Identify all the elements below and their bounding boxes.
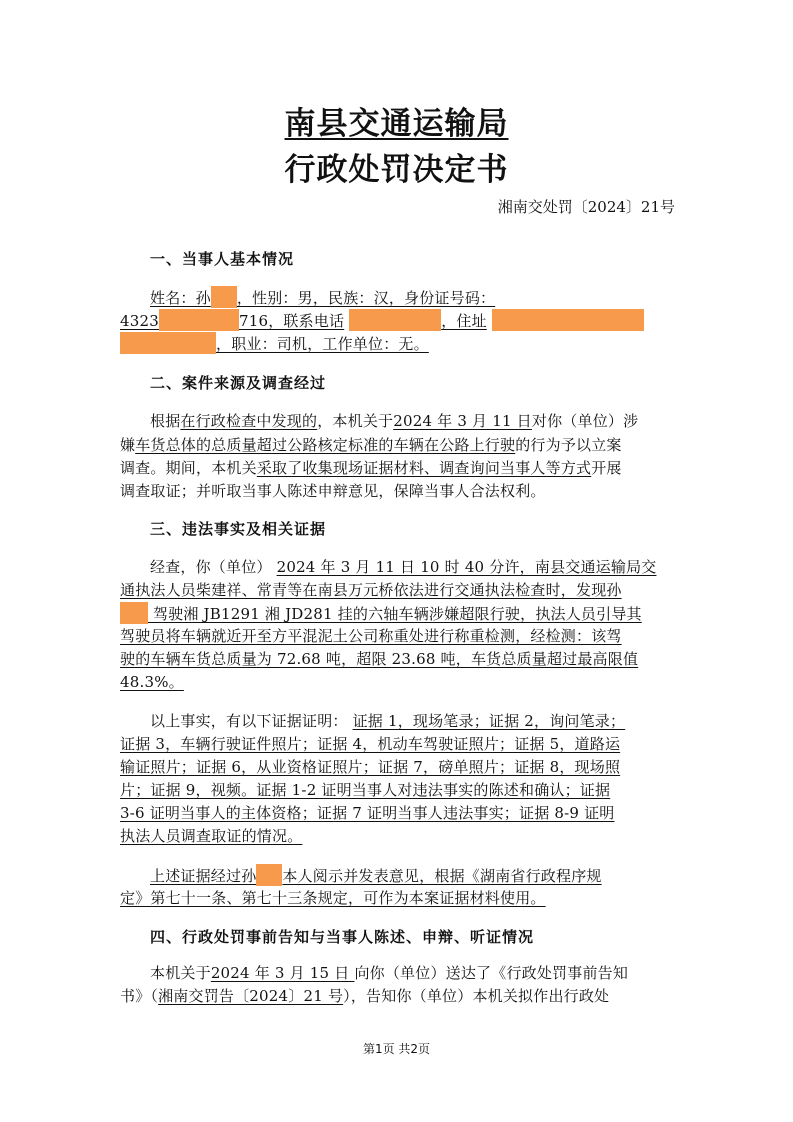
section-2-heading: 二、案件来源及调查经过 — [150, 374, 327, 392]
source-line-3: 调查。期间，本机关采取了收集现场证据材料、调查询问当事人等方式开展 — [120, 459, 622, 477]
agency-title: 南县交通运输局 — [284, 106, 509, 142]
party-line-3: ，职业：司机，工作单位：无。 — [120, 332, 676, 354]
evidence-line-3: 输证照片；证据 6，从业资格证照片；证据 7，磅单照片；证据 8，现场照 — [120, 758, 621, 776]
facts-line-3: 驾驶湘 JB1291 湘 JD281 挂的六轴车辆涉嫌超限行驶，执法人员引导其 — [120, 602, 676, 624]
evidence-line-1: 以上事实，有以下证据证明： 证据 1，现场笔录；证据 2，询问笔录； — [150, 712, 626, 730]
document-type-title: 行政处罚决定书 — [284, 152, 509, 188]
redaction-name-2 — [120, 602, 148, 624]
section-3-heading: 三、违法事实及相关证据 — [150, 520, 327, 538]
evidence-use-line-2: 定》第七十一条、第七十三条规定，可作为本案证据材料使用。 — [120, 889, 546, 907]
evidence-use-line-1: 上述证据经过孙 本人阅示并发表意见，根据《湖南省行政程序规 — [150, 864, 676, 886]
party-line-1: 姓名：孙 ，性别：男，民族：汉，身份证号码： — [150, 286, 676, 308]
redaction-address — [492, 309, 644, 331]
redaction-id-number — [159, 309, 239, 331]
facts-line-4: 驾驶员将车辆就近开至方平混泥土公司称重处进行称重检测，经检测：该驾 — [120, 627, 622, 645]
source-line-4: 调查取证；并听取当事人陈述申辩意见，保障当事人合法权利。 — [120, 482, 546, 500]
facts-line-5: 驶的车辆车货总质量为 72.68 吨，超限 23.68 吨，车货总质量超过最高限值 — [120, 650, 639, 668]
source-line-1: 根据在行政检查中发现的，本机关于2024 年 3 月 11 日对你（单位）涉 — [150, 412, 639, 430]
section-1-heading: 一、当事人基本情况 — [150, 250, 295, 268]
evidence-line-2: 证据 3，车辆行驶证件照片；证据 4，机动车驾驶证照片；证据 5，道路运 — [120, 735, 621, 753]
redaction-name-3 — [256, 864, 282, 886]
notice-line-1: 本机关于2024 年 3 月 15 日 向你（单位）送达了《行政处罚事前告知 — [150, 964, 629, 982]
page-number: 第1页 共2页 — [362, 1042, 431, 1056]
party-line-2: 4323 716，联系电话 ，住址 — [120, 309, 676, 331]
evidence-line-6: 执法人员调查取证的情况。 — [120, 827, 303, 845]
notice-line-2: 书》（湘南交罚告〔2024〕21 号），告知你（单位）本机关拟作出行政处 — [120, 987, 610, 1005]
source-line-2: 嫌车货总体的总质量超过公路核定标准的车辆在公路上行驶的行为予以立案 — [120, 436, 622, 454]
redaction-phone — [349, 309, 441, 331]
facts-line-1: 经查，你（单位） 2024 年 3 月 11 日 10 时 40 分许，南县交通运输局交 — [150, 558, 657, 576]
evidence-line-5: 3-6 证明当事人的主体资格；证据 7 证明当事人违法事实；证据 8-9 证明 — [120, 804, 615, 822]
facts-line-2: 通执法人员柴建祥、常青等在南县万元桥依法进行交通执法检查时，发现孙 — [120, 581, 622, 599]
document-number: 湘南交处罚〔2024〕21号 — [497, 198, 675, 216]
section-4-heading: 四、行政处罚事前告知与当事人陈述、申辩、听证情况 — [150, 928, 535, 946]
facts-line-6: 48.3%。 — [120, 673, 184, 691]
evidence-line-4: 片；证据 9，视频。证据 1-2 证明当事人对违法事实的陈述和确认；证据 — [120, 781, 611, 799]
redaction-address-cont — [120, 332, 216, 354]
redaction-name — [211, 286, 237, 308]
